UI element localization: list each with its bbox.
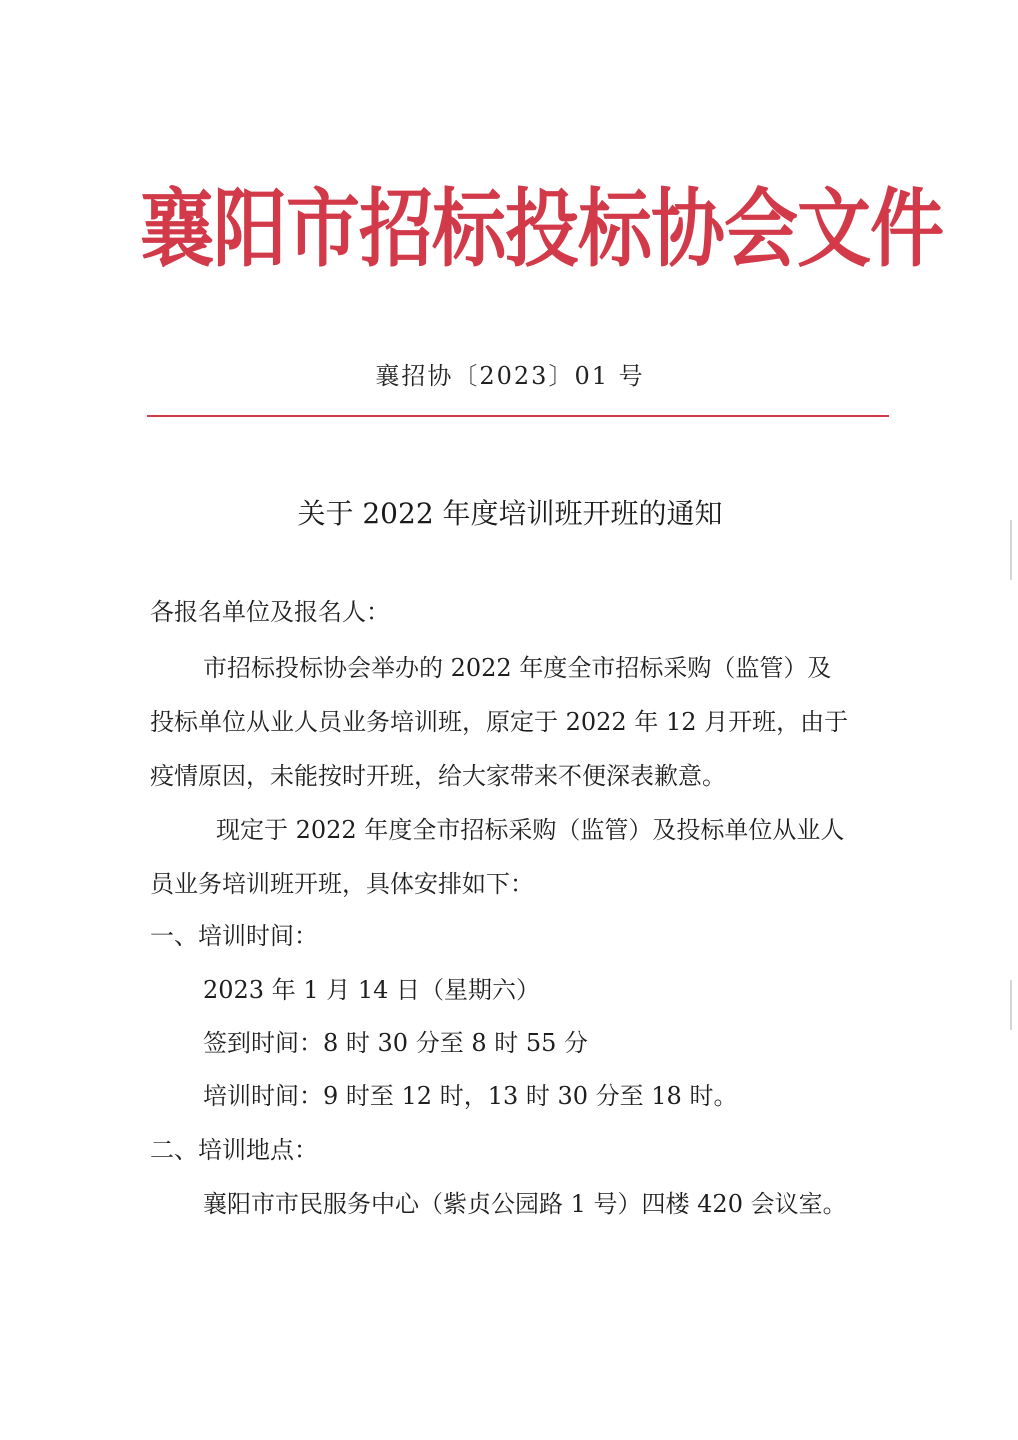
training-time: 培训时间：9 时至 12 时，13 时 30 分至 18 时。 <box>203 1082 738 1110</box>
training-location: 襄阳市市民服务中心（紫贞公园路 1 号）四楼 420 会议室。 <box>203 1190 847 1218</box>
paragraph2-line1: 现定于 2022 年度全市招标采购（监管）及投标单位从业人 <box>216 816 845 844</box>
document-number: 襄招协〔2023〕01 号 <box>375 362 645 390</box>
section1-heading: 一、培训时间： <box>150 922 318 950</box>
notice-title: 关于 2022 年度培训班开班的通知 <box>297 497 723 530</box>
salutation: 各报名单位及报名人： <box>150 598 390 626</box>
paragraph2-line2: 员业务培训班开班，具体安排如下： <box>150 870 534 898</box>
training-date: 2023 年 1 月 14 日（星期六） <box>203 976 541 1004</box>
section2-heading: 二、培训地点： <box>150 1136 318 1164</box>
signin-time: 签到时间：8 时 30 分至 8 时 55 分 <box>203 1029 589 1057</box>
paragraph1-line2: 投标单位从业人员业务培训班，原定于 2022 年 12 月开班，由于 <box>150 708 849 736</box>
paragraph1-line3: 疫情原因，未能按时开班，给大家带来不便深表歉意。 <box>150 762 726 790</box>
red-divider <box>147 415 889 417</box>
paragraph1-line1: 市招标投标协会举办的 2022 年度全市招标采购（监管）及 <box>203 654 832 682</box>
scan-edge-mark <box>1010 980 1012 1030</box>
masthead-title: 襄阳市招标投标协会文件 <box>140 180 943 280</box>
scan-edge-mark <box>1010 520 1012 580</box>
